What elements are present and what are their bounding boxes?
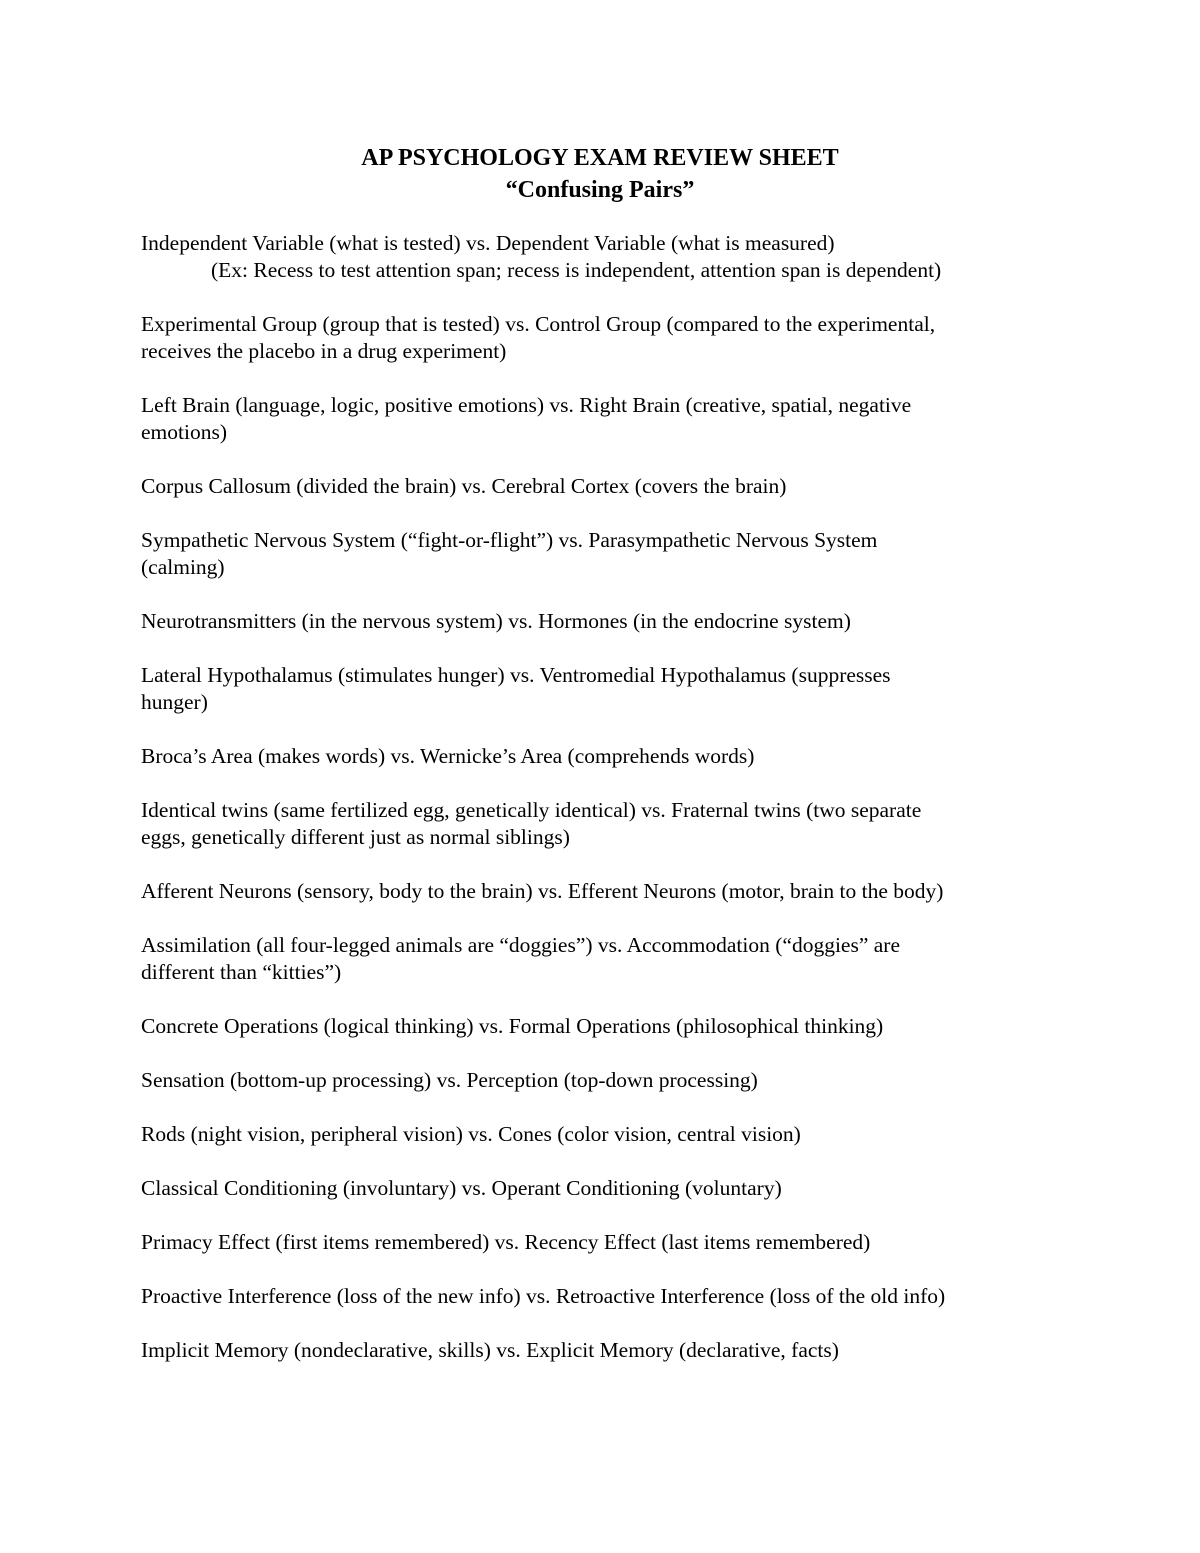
pair-entry	[141, 1175, 1071, 1202]
pair-text-line: eggs, genetically different just as normal siblings)	[141, 825, 570, 849]
pair-entry	[141, 1067, 1071, 1094]
pair-text-line: Corpus Callosum (divided the brain) vs. Cerebral Cortex (covers the brain)	[141, 474, 787, 498]
pair-text-line: Neurotransmitters (in the nervous system) vs. Hormones (in the endocrine system)	[141, 609, 851, 633]
pair-example: (Ex: Recess to test attention span; recess is independent, attention span is dependent)	[211, 258, 942, 282]
pair-entry	[141, 878, 1071, 905]
pair-text-line: Left Brain (language, logic, positive emotions) vs. Right Brain (creative, spatial, negative	[141, 393, 912, 417]
pair-entry	[141, 743, 1071, 770]
pair-text-line: Lateral Hypothalamus (stimulates hunger) vs. Ventromedial Hypothalamus (suppresses	[141, 663, 891, 687]
pair-text-line: Rods (night vision, peripheral vision) vs. Cones (color vision, central vision)	[141, 1122, 801, 1146]
pair-entry	[141, 1229, 1071, 1256]
title-block	[0, 142, 1200, 206]
pair-text-line: receives the placebo in a drug experiment)	[141, 339, 507, 363]
pair-text-line: Sympathetic Nervous System (“fight-or-flight”) vs. Parasympathetic Nervous System	[141, 528, 878, 552]
pair-text-line: Classical Conditioning (involuntary) vs. Operant Conditioning (voluntary)	[141, 1176, 782, 1200]
pair-entry	[141, 230, 1071, 284]
pair-text-line: Primacy Effect (first items remembered) vs. Recency Effect (last items remembered)	[141, 1230, 871, 1254]
pair-text-line: Broca’s Area (makes words) vs. Wernicke’s Area (comprehends words)	[141, 744, 755, 768]
pair-text-line: (calming)	[141, 555, 225, 579]
pairs-list	[141, 230, 1071, 1391]
pair-entry	[141, 473, 1071, 500]
document-title: AP PSYCHOLOGY EXAM REVIEW SHEET	[361, 145, 839, 171]
pair-entry	[141, 662, 1071, 716]
pair-text-line: Experimental Group (group that is tested) vs. Control Group (compared to the experimental,	[141, 312, 936, 336]
pair-entry	[141, 1283, 1071, 1310]
pair-entry	[141, 1013, 1071, 1040]
pair-entry	[141, 392, 1071, 446]
pair-text-line: emotions)	[141, 420, 227, 444]
pair-text-line: Independent Variable (what is tested) vs. Dependent Variable (what is measured)	[141, 231, 835, 255]
pair-text-line: Assimilation (all four-legged animals are “doggies”) vs. Accommodation (“doggies” are	[141, 933, 900, 957]
pair-entry	[141, 797, 1071, 851]
pair-entry	[141, 527, 1071, 581]
pair-text-line: Proactive Interference (loss of the new info) vs. Retroactive Interference (loss of the old info)	[141, 1284, 946, 1308]
pair-entry	[141, 1337, 1071, 1364]
pair-entry	[141, 311, 1071, 365]
pair-text-line: Afferent Neurons (sensory, body to the brain) vs. Efferent Neurons (motor, brain to the body)	[141, 879, 944, 903]
pair-entry	[141, 1121, 1071, 1148]
pair-text-line: Concrete Operations (logical thinking) vs. Formal Operations (philosophical thinking)	[141, 1014, 884, 1038]
pair-text-line: hunger)	[141, 690, 208, 714]
pair-text-line: Identical twins (same fertilized egg, genetically identical) vs. Fraternal twins (two separate	[141, 798, 922, 822]
pair-text-line: different than “kitties”)	[141, 960, 342, 984]
pair-entry	[141, 608, 1071, 635]
document-subtitle: “Confusing Pairs”	[505, 177, 695, 203]
pair-entry	[141, 932, 1071, 986]
pair-text-line: Sensation (bottom-up processing) vs. Perception (top-down processing)	[141, 1068, 758, 1092]
pair-text-line: Implicit Memory (nondeclarative, skills) vs. Explicit Memory (declarative, facts)	[141, 1338, 839, 1362]
